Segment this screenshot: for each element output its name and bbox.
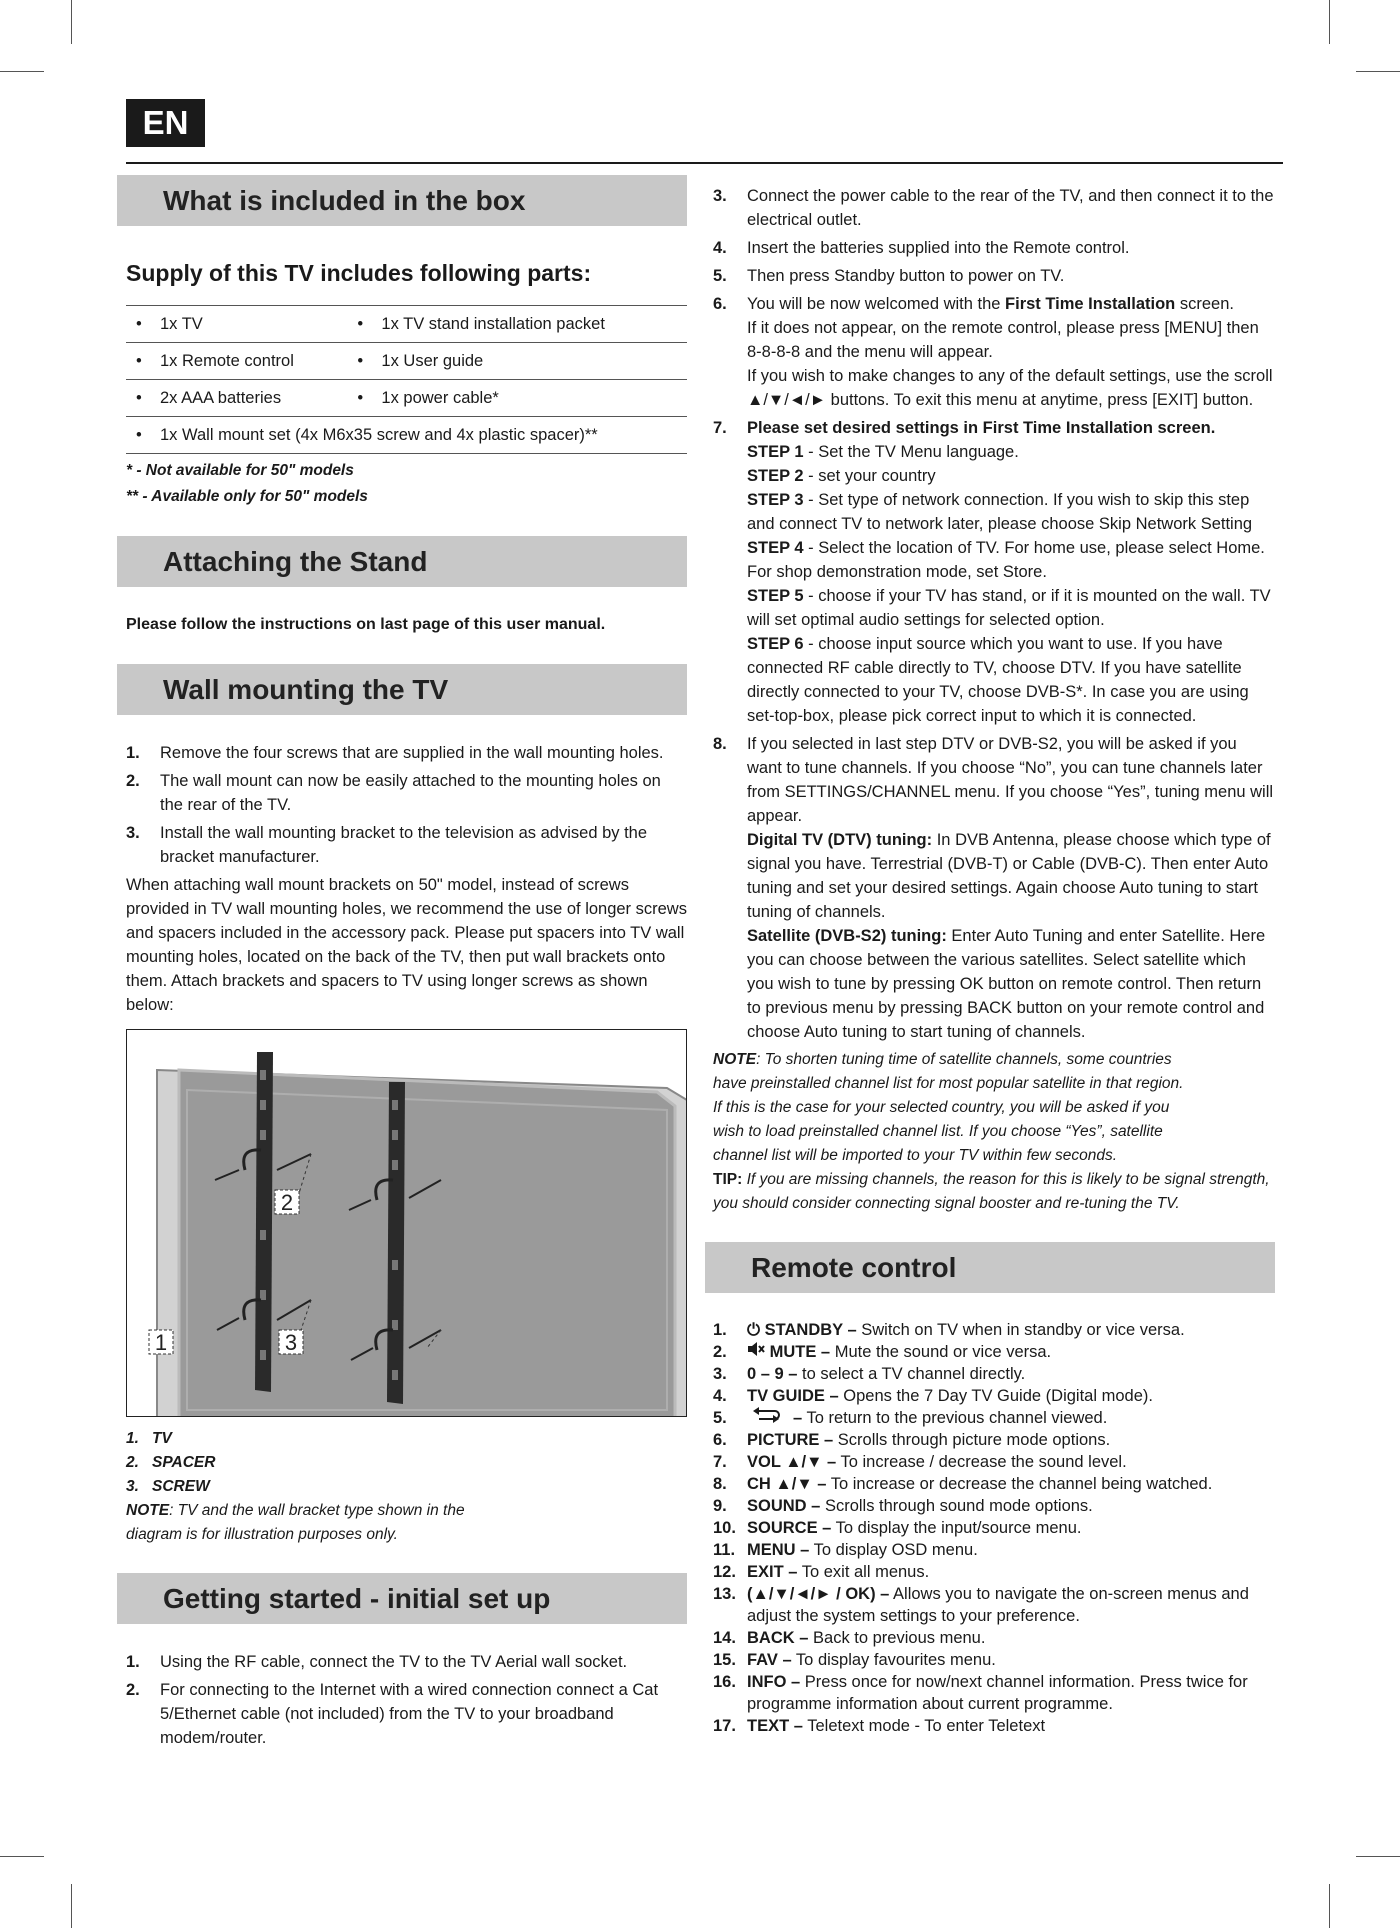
list-item: 5. Then press Standby button to power on TV.: [713, 267, 1065, 285]
part-item: 1x User guide: [381, 351, 484, 370]
bullet: •: [136, 388, 142, 407]
part-item: 1x Wall mount set (4x M6x35 screw and 4x plastic spacer)**: [160, 425, 598, 444]
table-row: [126, 343, 687, 380]
crop-mark: [0, 1856, 44, 1857]
bullet: •: [136, 351, 142, 370]
part-item: 1x Remote control: [160, 351, 294, 370]
bullet: •: [357, 388, 364, 407]
list-item: 7. Please set desired settings in First Time Installation screen. STEP 1 - Set the TV Menu language. STEP 2 - set your country STEP 3 - Set type of network connection. If you wish to skip this step and connect TV to network later, please choose Skip Network Setting STEP 4 - Select the location of TV. For home use, please select Home. For shop demonstration mode, set Store. STEP 5 - choose if your TV has stand, or if it is mounted on the wall. TV will set optimal audio settings for selected option. STEP 6 - choose input source which you want to use. If you have connected RF cable directly to TV, choose DTV. If you have satellite directly connected to your TV, choose DVB-S*. In case you are using set-top-box, please pick correct input to which it is connected.: [713, 419, 1271, 725]
wall-steps: [126, 741, 687, 869]
parts-table: [126, 305, 687, 454]
wall-paragraph: When attaching wall mount brackets on 50" model, instead of screws provided in TV wall mounting holes, we recommend the use of longer screws and spacers included in the accessory pack. Please put spacers into TV wall mounting holes, located on the back of the TV, then put wall brackets onto them. Attach brackets and spacers to TV using longer screws as shown below:: [126, 876, 687, 1014]
table-row: [126, 417, 687, 454]
footnote-50-only: ** - Available only for 50" models: [126, 488, 368, 505]
part-item: 1x TV stand installation packet: [381, 314, 605, 333]
section-title-setup: Getting started - initial set up: [117, 1573, 687, 1624]
list-item: 6. You will be now welcomed with the First Time Installation screen. If it does not appear, on the remote control, please press [MENU] then 8-8-8-8 and the menu will appear. If you wish to make changes to any of the default settings, use the scroll ▲/▼/◄/► buttons. To exit this menu at anytime, press [EXIT] button.: [713, 295, 1273, 409]
list-item: 3. Connect the power cable to the rear of the TV, and then connect it to the electrical outlet.: [713, 187, 1274, 229]
remote-control-list: [713, 1319, 1275, 1737]
list-item: 2. The wall mount can now be easily attached to the mounting holes on the rear of the TV.: [126, 772, 661, 814]
right-column: [705, 184, 1275, 1737]
list-item: 2. For connecting to the Internet with a wired connection connect a Cat 5/Ethernet cable (not included) from the TV to your broadband modem/router.: [126, 1681, 659, 1747]
legend-item: 2. SPACER: [126, 1454, 216, 1471]
list-item: 3. Install the wall mounting bracket to the television as advised by the bracket manufacturer.: [126, 824, 648, 866]
left-column: [117, 175, 687, 1754]
list-item: 4. TV GUIDE – Opens the 7 Day TV Guide (Digital mode).: [713, 1387, 1153, 1405]
list-item: 15. FAV – To display favourites menu.: [713, 1651, 996, 1669]
diagram-note-line2: diagram is for illustration purposes only.: [126, 1526, 398, 1543]
legend-item: 3. SCREW: [126, 1478, 210, 1495]
list-item: 2. MUTE – Mute the sound or vice versa.: [713, 1343, 1052, 1361]
wall-mount-illustration: [127, 1030, 687, 1417]
list-item: 1. ⏻ STANDBY – Switch on TV when in standby or vice versa.: [713, 1321, 1185, 1339]
list-item: 1. Using the RF cable, connect the TV to the TV Aerial wall socket.: [126, 1653, 628, 1671]
figure-legend: [126, 1427, 687, 1547]
list-item: 3. 0 – 9 – to select a TV channel directly.: [713, 1365, 1026, 1383]
bullet: •: [357, 351, 364, 370]
section-title-stand: Attaching the Stand: [117, 536, 687, 587]
list-item: 6. PICTURE – Scrolls through picture mode options.: [713, 1431, 1111, 1449]
list-item: 1. Remove the four screws that are supplied in the wall mounting holes.: [126, 744, 664, 762]
list-item: 14. BACK – Back to previous menu.: [713, 1629, 986, 1647]
table-row: [126, 380, 687, 417]
power-icon: ⏻: [747, 1321, 761, 1339]
tuning-note: NOTE: To shorten tuning time of satellite channels, some countries have preinstalled channel list for most popular satellite in that region. If this is the case for your selected country, you will be asked if you wish to load preinstalled channel list. If you choose “Yes”, satellite channel list will be imported to your TV within few seconds. TIP: If you are missing channels, the reason for this is likely to be signal strength, you should consider connecting signal booster and re-tuning the TV.: [713, 1051, 1270, 1212]
crop-mark: [0, 71, 44, 72]
mute-icon: [747, 1341, 765, 1363]
part-item: 1x TV: [160, 314, 203, 333]
part-item: 1x power cable*: [381, 388, 499, 407]
wall-mount-diagram: [126, 1029, 687, 1417]
bullet: •: [136, 314, 142, 333]
list-item: 17. TEXT – Teletext mode - To enter Teletext: [713, 1717, 1046, 1735]
crop-mark: [1329, 1884, 1330, 1928]
list-item: 12. EXIT – To exit all menus.: [713, 1563, 930, 1581]
list-item: 13. (▲/▼/◄/► / OK) – Allows you to navigate the on-screen menus and adjust the system settings to your preference.: [713, 1585, 1249, 1625]
setup-steps-continued: [713, 184, 1275, 1044]
section-title-remote: Remote control: [705, 1242, 1275, 1293]
crop-mark: [1356, 71, 1400, 72]
figure-label-spacer: 2: [280, 1190, 294, 1215]
crop-mark: [71, 0, 72, 44]
return-icon: [747, 1407, 793, 1429]
list-item: 16. INFO – Press once for now/next channel information. Press twice for programme information about current programme.: [713, 1673, 1248, 1713]
figure-label-tv: 1: [154, 1330, 168, 1355]
crop-mark: [1356, 1856, 1400, 1857]
section-title-box: What is included in the box: [117, 175, 687, 226]
parts-subtitle: Supply of this TV includes following parts:: [126, 260, 592, 286]
list-item: 9. SOUND – Scrolls through sound mode options.: [713, 1497, 1093, 1515]
crop-mark: [1329, 0, 1330, 44]
header-rule: [126, 162, 1283, 164]
list-item: 7. VOL ▲/▼ – To increase / decrease the sound level.: [713, 1453, 1127, 1471]
footnote-50-not-available: * - Not available for 50" models: [126, 462, 354, 479]
table-row: [126, 306, 687, 343]
legend-item: 1. TV: [126, 1430, 172, 1447]
part-item: 2x AAA batteries: [160, 388, 282, 407]
list-item: 8. If you selected in last step DTV or DVB-S2, you will be asked if you want to tune channels. If you choose “No”, you can tune channels later from SETTINGS/CHANNEL menu. If you choose “Yes”, tuning menu will appear. Digital TV (DTV) tuning: In DVB Antenna, please choose which type of signal you have. Terrestrial (DVB-T) or Cable (DVB-C). Then enter Auto tuning and set your desired settings. Again choose Auto tuning to start tuning of channels. Satellite (DVB-S2) tuning: Enter Auto Tuning and enter Satellite. Here you can choose between the various satellites. Select satellite which you wish to tune by pressing OK button on remote control. Then return to previous menu by pressing BACK button on your remote control and choose Auto tuning to start tuning of channels.: [713, 735, 1274, 1041]
list-item: 8. CH ▲/▼ – To increase or decrease the channel being watched.: [713, 1475, 1213, 1493]
list-item: 4. Insert the batteries supplied into the Remote control.: [713, 239, 1130, 257]
list-item: 5. – To return to the previous channel viewed.: [713, 1409, 1108, 1427]
list-item: 11. MENU – To display OSD menu.: [713, 1541, 978, 1559]
figure-label-screw: 3: [284, 1330, 298, 1355]
bullet: •: [357, 314, 364, 333]
list-item: 10. SOURCE – To display the input/source menu.: [713, 1519, 1082, 1537]
bullet: •: [136, 425, 142, 444]
section-title-wall: Wall mounting the TV: [117, 664, 687, 715]
setup-steps: [126, 1650, 687, 1750]
diagram-note: NOTE: TV and the wall bracket type shown in the: [126, 1502, 465, 1519]
language-badge: EN: [126, 99, 205, 147]
crop-mark: [71, 1884, 72, 1928]
stand-text: Please follow the instructions on last page of this user manual.: [126, 616, 606, 633]
